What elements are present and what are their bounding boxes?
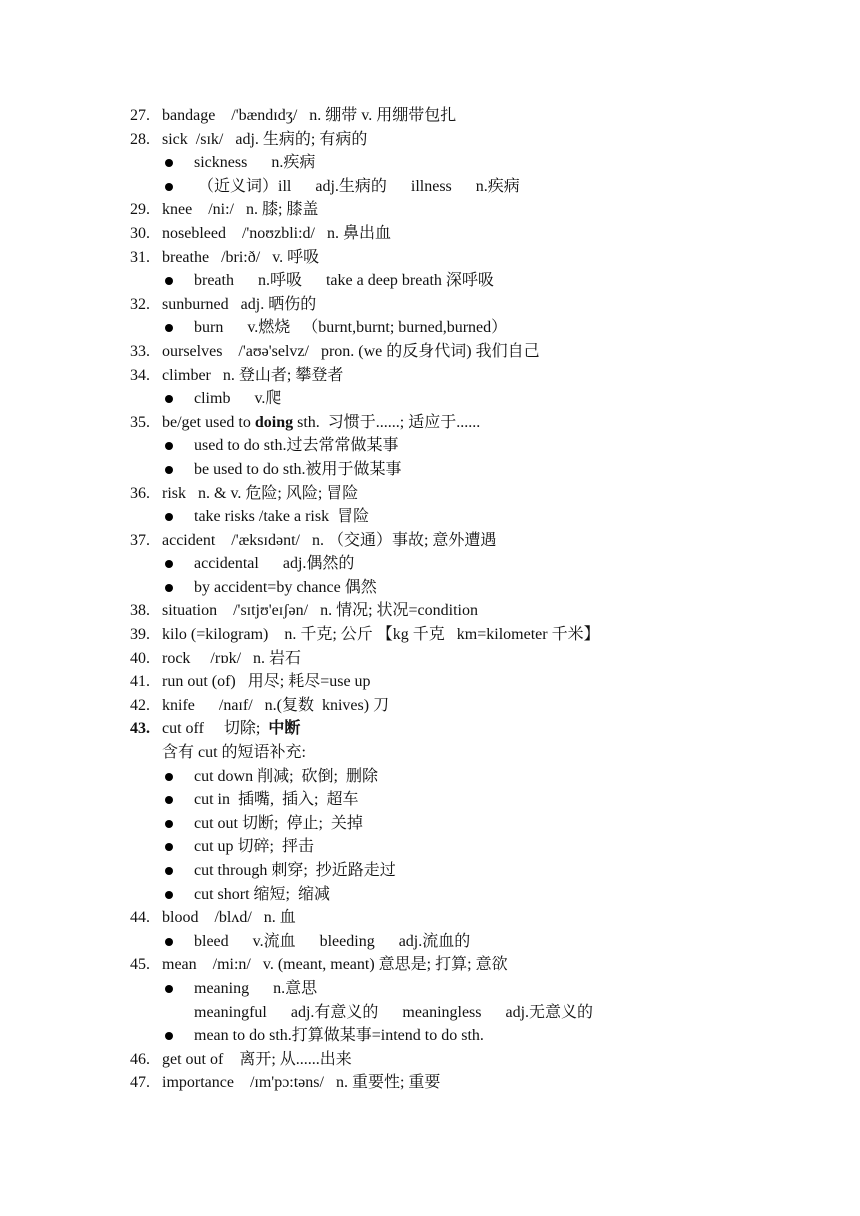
entry-number: 45. xyxy=(130,956,150,974)
entry-number: 42. xyxy=(130,696,150,714)
entry-text: kilo (=kilogram) n. 千克; 公斤 【kg 千克 km=kilometer 千米】 xyxy=(162,626,600,644)
bullet-text: used to do sth.过去常常做某事 xyxy=(194,437,399,455)
bullet-item xyxy=(0,175,860,199)
bullet-text: cut short 缩短; 缩减 xyxy=(194,885,330,903)
vocab-entry xyxy=(0,198,860,222)
entry-text: accident /'æksɪdənt/ n. （交通）事故; 意外遭遇 xyxy=(162,531,497,549)
bullet-icon xyxy=(165,773,173,781)
vocab-entry xyxy=(0,953,860,977)
bullet-item xyxy=(0,434,860,458)
bullet-item xyxy=(0,765,860,789)
entry-number: 43. xyxy=(130,720,150,738)
entry-text: knife /naɪf/ n.(复数 knives) 刀 xyxy=(162,696,390,714)
vocab-entry xyxy=(0,599,860,623)
entry-text-post: sth. 习惯于......; 适应于...... xyxy=(293,413,481,431)
vocab-entry xyxy=(0,104,860,128)
entry-number: 29. xyxy=(130,201,150,219)
vocab-entry xyxy=(0,482,860,506)
bullet-item xyxy=(0,1024,860,1048)
entry-number: 44. xyxy=(130,909,150,927)
bullet-icon xyxy=(165,277,173,285)
bullet-item xyxy=(0,812,860,836)
bullet-item xyxy=(0,458,860,482)
entry-text: get out of 离开; 从......出来 xyxy=(162,1050,352,1068)
vocabulary-list xyxy=(0,104,860,1095)
bullet-item xyxy=(0,576,860,600)
entry-number: 35. xyxy=(130,413,150,431)
bullet-icon xyxy=(165,867,173,875)
vocab-entry xyxy=(0,623,860,647)
entry-text: climber n. 登山者; 攀登者 xyxy=(162,366,344,384)
entry-number: 46. xyxy=(130,1050,150,1068)
note-line xyxy=(0,741,860,765)
vocab-entry xyxy=(0,717,860,741)
bullet-item xyxy=(0,151,860,175)
entry-number: 31. xyxy=(130,248,150,266)
vocab-entry xyxy=(0,694,860,718)
bullet-text: cut in 插嘴, 插入; 超车 xyxy=(194,791,359,809)
entry-text-pre: cut off 切除; xyxy=(162,720,269,738)
vocab-entry xyxy=(0,411,860,435)
bullet-text: burn v.燃烧 （burnt,burnt; burned,burned） xyxy=(194,319,508,337)
bullet-icon xyxy=(165,796,173,804)
entry-text xyxy=(162,411,480,435)
bullet-item xyxy=(0,883,860,907)
bullet-text: accidental adj.偶然的 xyxy=(194,555,355,573)
vocab-entry xyxy=(0,529,860,553)
bullet-icon xyxy=(165,938,173,946)
bullet-text: take risks /take a risk 冒险 xyxy=(194,508,370,526)
vocab-entry xyxy=(0,246,860,270)
entry-text: nosebleed /'noʊzbli:d/ n. 鼻出血 xyxy=(162,224,391,242)
bullet-icon xyxy=(165,843,173,851)
entry-text: run out (of) 用尽; 耗尽=use up xyxy=(162,673,371,691)
entry-text: mean /mi:n/ v. (meant, meant) 意思是; 打算; 意欲 xyxy=(162,956,508,974)
entry-number: 39. xyxy=(130,626,150,644)
bullet-icon xyxy=(165,891,173,899)
bullet-item xyxy=(0,788,860,812)
bullet-text: sickness n.疾病 xyxy=(194,154,316,172)
entry-text-bold: 中断 xyxy=(268,720,301,738)
vocab-entry xyxy=(0,1048,860,1072)
entry-number: 32. xyxy=(130,295,150,313)
entry-text: breathe /bri:ð/ v. 呼吸 xyxy=(162,248,320,266)
bullet-item xyxy=(0,387,860,411)
entry-number: 40. xyxy=(130,649,150,667)
bullet-item xyxy=(0,269,860,293)
bullet-icon xyxy=(165,1032,173,1040)
bullet-icon xyxy=(165,159,173,167)
entry-number: 28. xyxy=(130,130,150,148)
vocab-entry xyxy=(0,647,860,671)
vocab-entry xyxy=(0,364,860,388)
bullet-item xyxy=(0,835,860,859)
bullet-text: cut out 切断; 停止; 关掉 xyxy=(194,814,363,832)
bullet-icon xyxy=(165,560,173,568)
bullet-text: by accident=by chance 偶然 xyxy=(194,578,377,596)
entry-number: 37. xyxy=(130,531,150,549)
entry-text xyxy=(162,717,300,741)
entry-text: blood /blʌd/ n. 血 xyxy=(162,909,296,927)
vocab-entry xyxy=(0,1071,860,1095)
bullet-icon xyxy=(165,395,173,403)
bullet-icon xyxy=(165,820,173,828)
bullet-icon xyxy=(165,183,173,191)
bullet-text: breath n.呼吸 take a deep breath 深呼吸 xyxy=(194,272,494,290)
entry-text-bold: doing xyxy=(254,413,294,431)
bullet-text: bleed v.流血 bleeding adj.流血的 xyxy=(194,932,471,950)
entry-number: 34. xyxy=(130,366,150,384)
entry-text: sunburned adj. 晒伤的 xyxy=(162,295,317,313)
bullet-icon xyxy=(165,513,173,521)
entry-text: sick /sɪk/ adj. 生病的; 有病的 xyxy=(162,130,368,148)
bullet-text: cut down 削减; 砍倒; 删除 xyxy=(194,767,378,785)
bullet-text: climb v.爬 xyxy=(194,390,282,408)
entry-text: importance /ɪm'pɔ:təns/ n. 重要性; 重要 xyxy=(162,1074,441,1092)
vocab-entry xyxy=(0,293,860,317)
vocab-entry xyxy=(0,128,860,152)
vocab-entry xyxy=(0,906,860,930)
vocab-entry xyxy=(0,340,860,364)
entry-text: ourselves /'aʊə'selvz/ pron. (we 的反身代词) 我们自己 xyxy=(162,342,540,360)
entry-number: 36. xyxy=(130,484,150,502)
entry-number: 27. xyxy=(130,107,150,124)
entry-text: knee /ni:/ n. 膝; 膝盖 xyxy=(162,201,319,219)
bullet-item xyxy=(0,930,860,954)
bullet-icon xyxy=(165,442,173,450)
entry-number: 30. xyxy=(130,224,150,242)
bullet-text: cut up 切碎; 抨击 xyxy=(194,838,314,856)
entry-number: 41. xyxy=(130,673,150,691)
bullet-item xyxy=(0,977,860,1001)
bullet-text: meaning n.意思 xyxy=(194,979,318,997)
bullet-icon xyxy=(165,584,173,592)
entry-text: risk n. & v. 危险; 风险; 冒险 xyxy=(162,484,359,502)
bullet-text: be used to do sth.被用于做某事 xyxy=(194,460,402,478)
bullet-icon xyxy=(165,985,173,993)
bullet-item xyxy=(0,552,860,576)
bullet-text: mean to do sth.打算做某事=intend to do sth. xyxy=(194,1027,484,1045)
bullet-item xyxy=(0,859,860,883)
bullet-icon xyxy=(165,324,173,332)
bullet-item xyxy=(0,316,860,340)
entry-text-pre: be/get used to xyxy=(162,413,255,431)
sub-item-text: meaningful adj.有意义的 meaningless adj.无意义的 xyxy=(194,1003,594,1021)
entry-number: 47. xyxy=(130,1074,150,1092)
entry-text: rock /rɒk/ n. 岩石 xyxy=(162,649,302,667)
entry-text: situation /'sɪtjʊ'eɪʃən/ n. 情况; 状况=condition xyxy=(162,602,478,620)
vocab-entry xyxy=(0,670,860,694)
entry-number: 38. xyxy=(130,602,150,620)
entry-text: bandage /'bændɪdʒ/ n. 绷带 v. 用绷带包扎 xyxy=(162,107,457,124)
note-text: 含有 cut 的短语补充: xyxy=(162,744,306,762)
bullet-text: （近义词）ill adj.生病的 illness n.疾病 xyxy=(194,177,520,195)
entry-number: 33. xyxy=(130,342,150,360)
sub-item xyxy=(0,1001,860,1025)
bullet-text: cut through 刺穿; 抄近路走过 xyxy=(194,862,396,879)
vocab-entry xyxy=(0,222,860,246)
bullet-icon xyxy=(165,466,173,474)
bullet-item xyxy=(0,505,860,529)
